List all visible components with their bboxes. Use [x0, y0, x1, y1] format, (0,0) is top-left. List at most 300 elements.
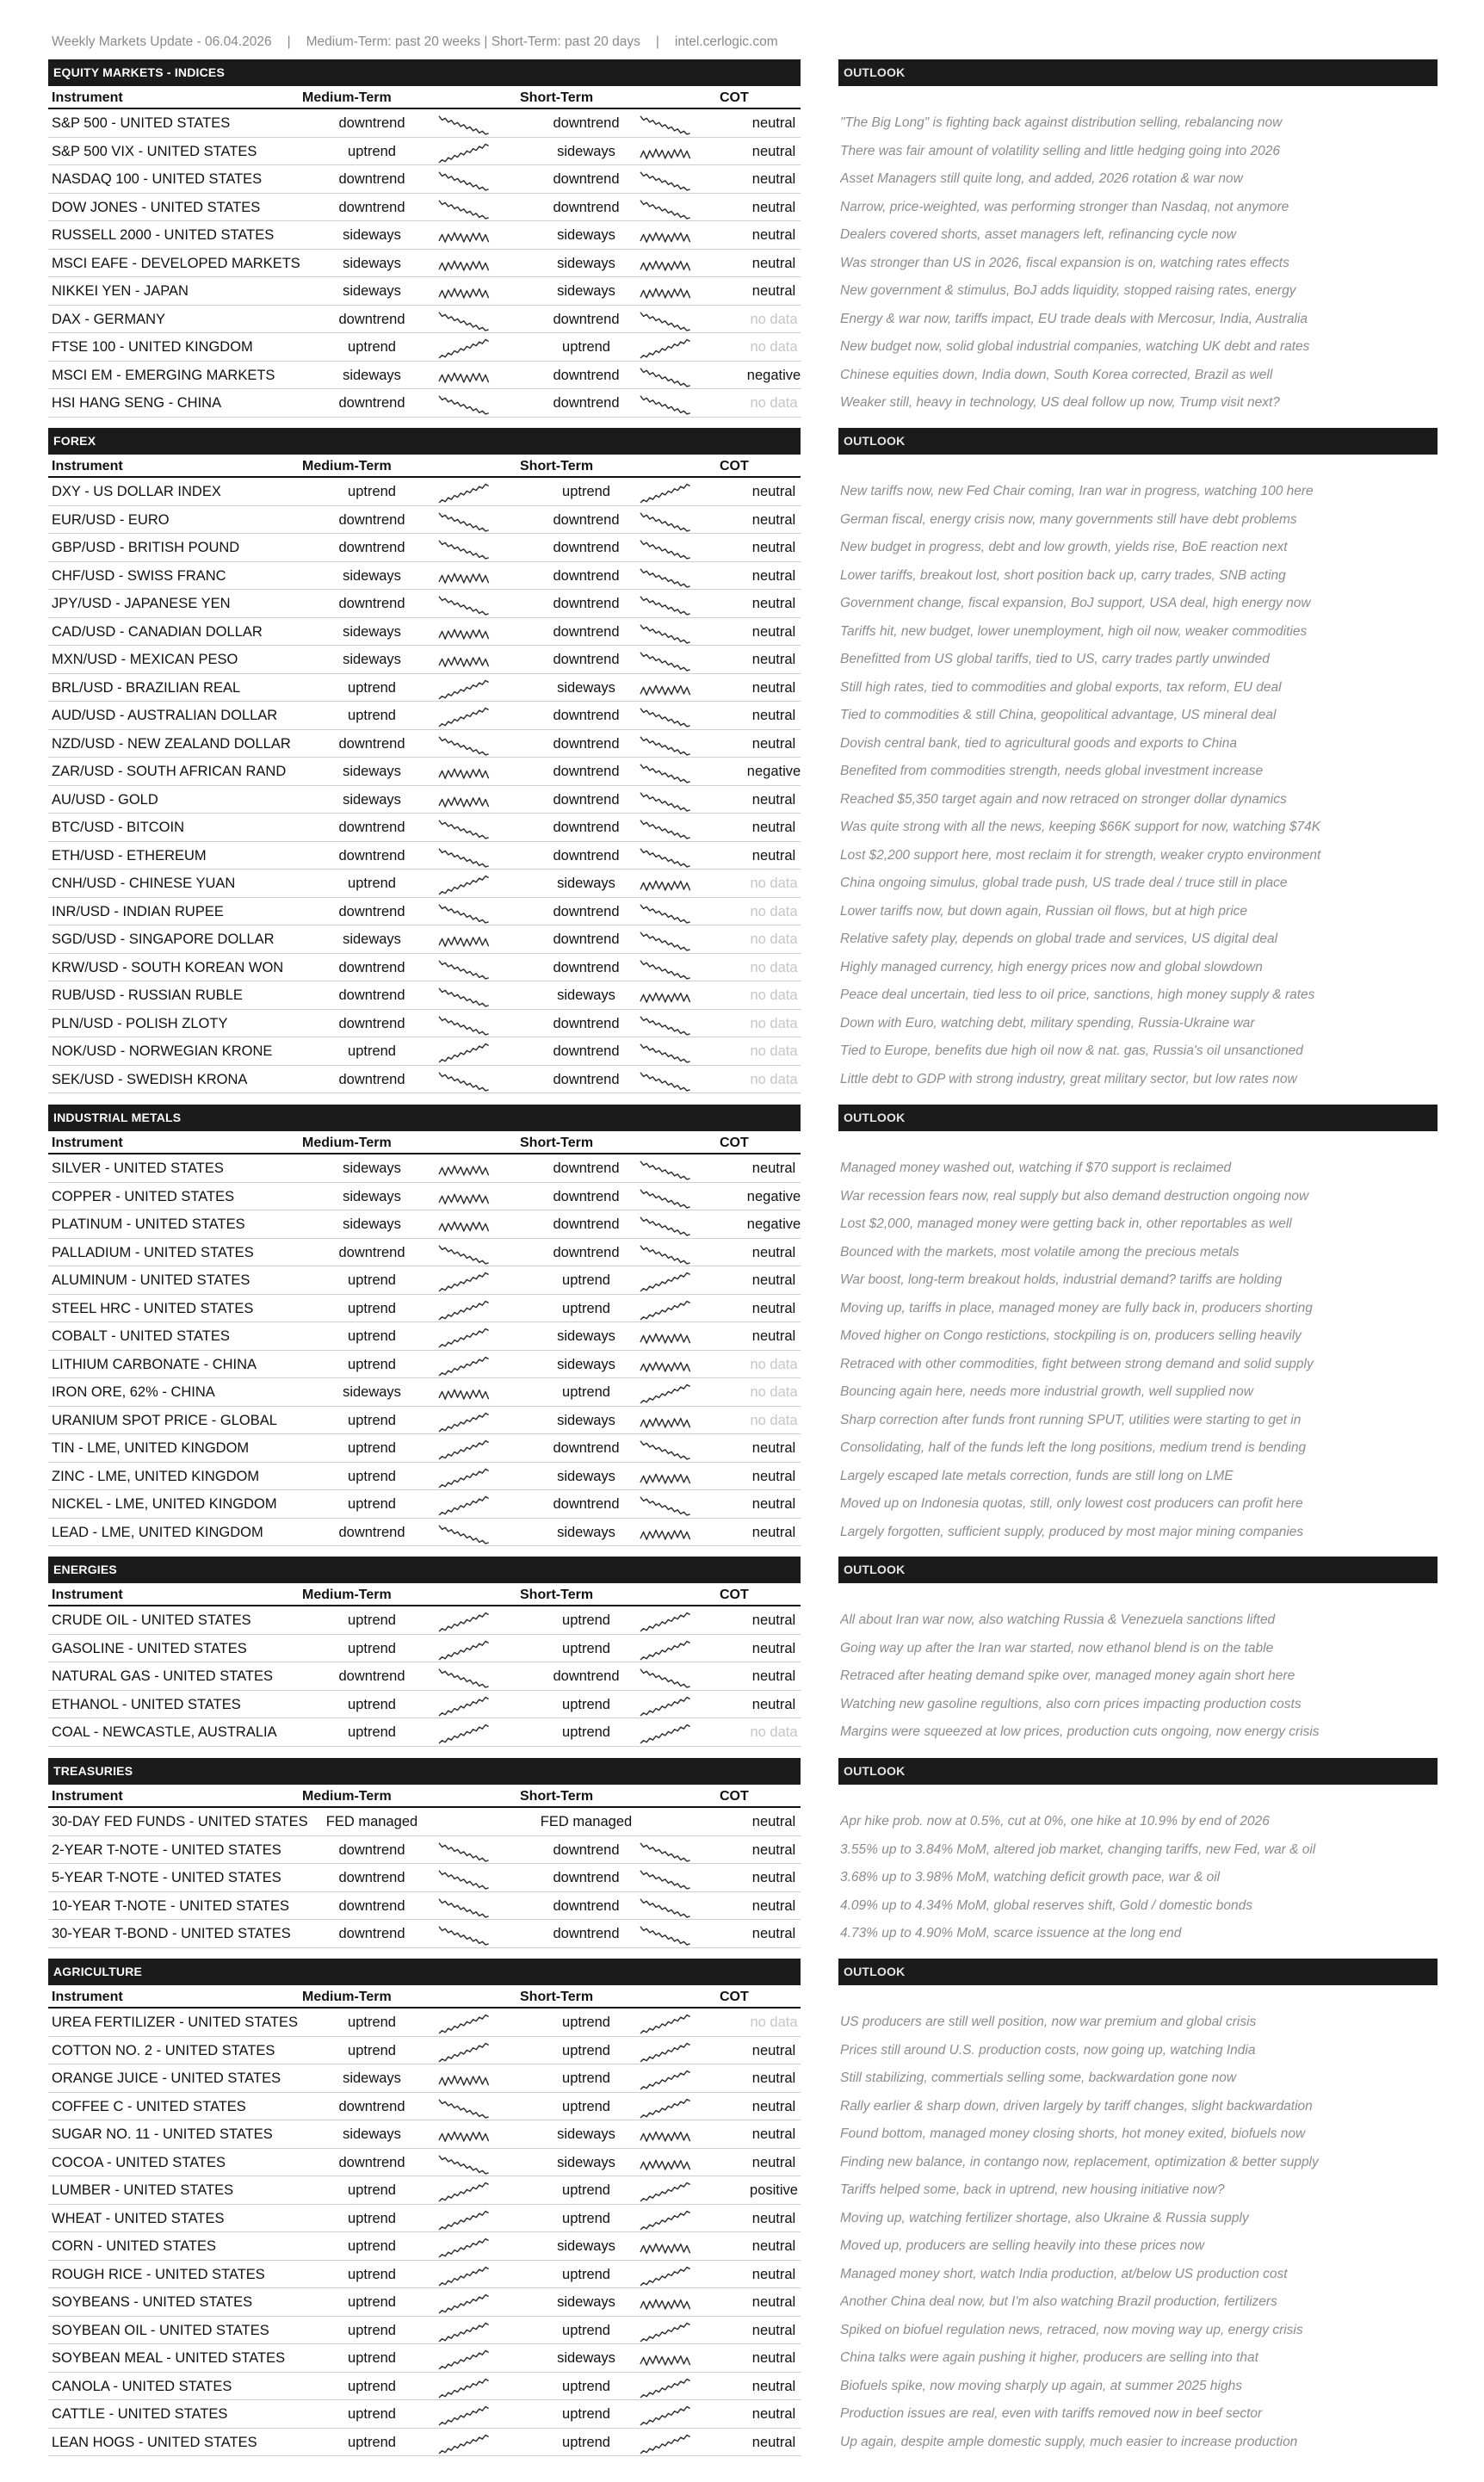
short-term-trend: uptrend — [562, 2098, 610, 2114]
short-term-sparkline-icon — [639, 874, 694, 896]
column-short-term: Short-Term — [520, 90, 594, 105]
sparkline-path — [439, 2323, 489, 2342]
medium-term-sparkline-icon — [437, 366, 492, 388]
instrument-name: COCOA - UNITED STATES — [52, 2154, 226, 2170]
sparkline-path — [640, 848, 690, 866]
table-row — [48, 2176, 1438, 2205]
instrument-name: CHF/USD - SWISS FRANC — [52, 567, 226, 584]
short-term-sparkline-icon — [639, 2293, 694, 2315]
sparkline-path — [439, 1725, 489, 1744]
outlook-text: Dealers covered shorts, asset managers left, refinancing cycle now — [840, 227, 1237, 242]
medium-term-trend: sideways — [343, 255, 401, 271]
short-term-trend: downtrend — [553, 1440, 620, 1456]
cot-status: neutral — [751, 1496, 796, 1512]
medium-term-sparkline-icon — [437, 622, 492, 645]
table-row — [48, 2037, 1438, 2065]
sparkline-path — [640, 1725, 690, 1744]
column-short-term: Short-Term — [520, 459, 594, 473]
sparkline-path — [640, 261, 690, 270]
outlook-text: Lower tariffs, breakout lost, short position back up, carry trades, SNB acting — [840, 567, 1286, 583]
cot-status: no data — [750, 903, 798, 919]
sparkline-path — [439, 597, 489, 615]
medium-term-sparkline-icon — [437, 2041, 492, 2064]
table-row — [48, 2317, 1438, 2345]
medium-term-sparkline-icon — [437, 282, 492, 304]
medium-term-sparkline-icon — [437, 254, 492, 276]
section-title: EQUITY MARKETS - INDICES — [48, 59, 801, 86]
outlook-text: Weaker still, heavy in technology, US deal follow up now, Trump visit next? — [840, 395, 1280, 410]
short-term-sparkline-icon — [639, 482, 694, 504]
medium-term-trend: sideways — [343, 932, 401, 947]
sparkline-path — [640, 1497, 690, 1515]
sparkline-path — [439, 541, 489, 559]
sparkline-path — [640, 1641, 690, 1660]
outlook-text: Highly managed currency, high energy prices now and global slowdown — [840, 959, 1263, 975]
instrument-name: CRUDE OIL - UNITED STATES — [52, 1612, 251, 1628]
short-term-sparkline-icon — [639, 1159, 694, 1181]
sparkline-path — [439, 2295, 489, 2314]
cot-status: neutral — [751, 1668, 796, 1684]
outlook-text: Finding new balance, in contango now, replacement, optimization & better supply — [840, 2154, 1319, 2169]
cot-status: neutral — [751, 679, 796, 696]
short-term-sparkline-icon — [639, 2097, 694, 2120]
medium-term-sparkline-icon — [437, 226, 492, 248]
instrument-name: LEAD - LME, UNITED KINGDOM — [52, 1524, 263, 1540]
short-term-sparkline-icon — [639, 2321, 694, 2343]
outlook-header: OUTLOOK — [838, 1959, 1438, 1985]
outlook-text: War recession fears now, real supply but also demand destruction ongoing now — [840, 1188, 1309, 1204]
medium-term-sparkline-icon — [437, 538, 492, 560]
table-row — [48, 1920, 1438, 1948]
sparkline-path — [640, 485, 690, 504]
table-row — [48, 1351, 1438, 1379]
cot-status: neutral — [751, 143, 796, 159]
instrument-name: S&P 500 - UNITED STATES — [52, 115, 231, 131]
table-row — [48, 506, 1438, 535]
sparkline-path — [640, 288, 690, 298]
medium-term-sparkline-icon — [437, 1495, 492, 1517]
medium-term-sparkline-icon — [437, 1383, 492, 1405]
sparkline-path — [640, 1418, 690, 1427]
outlook-text: Going way up after the Iran war started, now ethanol blend is on the table — [840, 1640, 1274, 1656]
sparkline-path — [640, 2099, 690, 2118]
medium-term-sparkline-icon — [437, 1467, 492, 1489]
table-row — [48, 2373, 1438, 2401]
short-term-trend: sideways — [557, 876, 615, 891]
sparkline-path — [640, 2043, 690, 2062]
sparkline-path — [439, 1194, 489, 1204]
short-term-trend: downtrend — [553, 171, 620, 187]
sparkline-path — [640, 149, 690, 158]
table-row — [48, 165, 1438, 194]
instrument-name: NIKKEI YEN - JAPAN — [52, 283, 189, 299]
instrument-name: BTC/USD - BITCOIN — [52, 820, 185, 835]
medium-term-sparkline-icon — [437, 2293, 492, 2315]
instrument-name: DOW JONES - UNITED STATES — [52, 199, 261, 215]
sparkline-path — [439, 485, 489, 504]
medium-term-trend: sideways — [343, 1188, 401, 1204]
column-medium-term: Medium-Term — [302, 459, 392, 473]
sparkline-path — [439, 904, 489, 922]
medium-term-trend: uptrend — [348, 1640, 396, 1656]
outlook-text: Tariffs helped some, back in uptrend, new housing initiative now? — [840, 2182, 1225, 2197]
sparkline-path — [640, 541, 690, 559]
table-row — [48, 1892, 1438, 1921]
cot-status: neutral — [751, 735, 796, 752]
sparkline-path — [439, 2076, 489, 2085]
short-term-trend: sideways — [557, 987, 615, 1003]
short-term-sparkline-icon — [639, 2265, 694, 2287]
column-instrument: Instrument — [52, 459, 123, 473]
sparkline-path — [640, 709, 690, 727]
cot-status: neutral — [751, 567, 796, 584]
medium-term-sparkline-icon — [437, 594, 492, 616]
instrument-name: MSCI EM - EMERGING MARKETS — [52, 367, 275, 383]
short-term-sparkline-icon — [639, 538, 694, 560]
instrument-name: SILVER - UNITED STATES — [52, 1161, 224, 1176]
cot-status: neutral — [751, 283, 796, 299]
table-row — [48, 646, 1438, 674]
short-term-sparkline-icon — [639, 1897, 694, 1919]
short-term-trend: sideways — [557, 2126, 615, 2142]
outlook-text: Watching new gasoline regultions, also corn prices impacting production costs — [840, 1696, 1302, 1711]
short-term-sparkline-icon — [639, 2209, 694, 2231]
column-cot: COT — [720, 1990, 749, 2004]
medium-term-sparkline-icon — [437, 1667, 492, 1689]
short-term-sparkline-icon — [639, 2181, 694, 2203]
sparkline-path — [640, 2407, 690, 2426]
sparkline-path — [439, 2211, 489, 2230]
cot-status: neutral — [751, 2126, 796, 2142]
short-term-trend: downtrend — [553, 1188, 620, 1204]
outlook-header: OUTLOOK — [838, 1557, 1438, 1583]
instrument-name: BRL/USD - BRAZILIAN REAL — [52, 679, 241, 696]
instrument-name: NOK/USD - NORWEGIAN KRONE — [52, 1043, 273, 1059]
sparkline-path — [640, 2379, 690, 2398]
cot-status: neutral — [751, 1468, 796, 1484]
cot-status: no data — [750, 1356, 798, 1372]
instrument-name: COAL - NEWCASTLE, AUSTRALIA — [52, 1724, 277, 1740]
sparkline-path — [439, 1357, 489, 1376]
short-term-trend: downtrend — [553, 540, 620, 555]
sparkline-path — [439, 2379, 489, 2398]
cot-status: neutral — [751, 2238, 796, 2254]
sparkline-path — [439, 2183, 489, 2202]
outlook-text: German fiscal, energy crisis now, many governments still have debt problems — [840, 511, 1297, 527]
sparkline-path — [439, 200, 489, 218]
short-term-trend: sideways — [557, 1328, 615, 1344]
sparkline-path — [439, 2132, 489, 2141]
short-term-trend: downtrend — [553, 1071, 620, 1087]
medium-term-trend: uptrend — [348, 1356, 396, 1372]
table-row — [48, 2149, 1438, 2177]
cot-status: neutral — [751, 1814, 796, 1829]
medium-term-trend: downtrend — [338, 903, 405, 919]
column-cot: COT — [720, 1789, 749, 1804]
short-term-trend: uptrend — [562, 2042, 610, 2058]
outlook-text: 4.09% up to 4.34% MoM, global reserves shift, Gold / domestic bonds — [840, 1897, 1253, 1913]
column-cot: COT — [720, 90, 749, 105]
medium-term-trend: sideways — [343, 764, 401, 779]
table-row — [48, 1407, 1438, 1435]
outlook-text: Chinese equities down, India down, South Korea corrected, Brazil as well — [840, 367, 1273, 382]
medium-term-trend: downtrend — [338, 847, 405, 863]
medium-term-sparkline-icon — [437, 2181, 492, 2203]
sparkline-path — [439, 629, 489, 639]
table-row — [48, 702, 1438, 730]
short-term-sparkline-icon — [639, 566, 694, 589]
medium-term-sparkline-icon — [437, 986, 492, 1008]
instrument-name: UREA FERTILIZER - UNITED STATES — [52, 2015, 299, 2030]
medium-term-trend: downtrend — [338, 1926, 405, 1941]
short-term-trend: downtrend — [553, 708, 620, 723]
instrument-name: ETH/USD - ETHEREUM — [52, 847, 207, 863]
sparkline-path — [640, 881, 690, 890]
short-term-trend: downtrend — [553, 1043, 620, 1059]
outlook-text: Largely forgotten, sufficient supply, produced by most major mining companies — [840, 1524, 1304, 1539]
medium-term-trend: uptrend — [348, 143, 396, 159]
outlook-text: Lost $2,000, managed money were getting back in, other reportables as well — [840, 1216, 1292, 1231]
medium-term-trend: sideways — [343, 2070, 401, 2086]
outlook-text: Biofuels spike, now moving sharply up again, at summer 2025 highs — [840, 2378, 1242, 2393]
medium-term-sparkline-icon — [437, 2405, 492, 2427]
column-medium-term: Medium-Term — [302, 1990, 392, 2004]
table-row — [48, 562, 1438, 591]
outlook-text: China talks were again pushing it higher, producers are selling into that — [840, 2350, 1258, 2365]
medium-term-trend: downtrend — [338, 511, 405, 528]
medium-term-trend: uptrend — [348, 2322, 396, 2338]
medium-term-trend: uptrend — [348, 1043, 396, 1059]
outlook-text: Down with Euro, watching debt, military spending, Russia-Ukraine war — [840, 1015, 1255, 1031]
medium-term-trend: uptrend — [348, 2210, 396, 2226]
sparkline-path — [640, 200, 690, 218]
sparkline-path — [640, 1842, 690, 1860]
short-term-sparkline-icon — [639, 310, 694, 332]
short-term-sparkline-icon — [639, 1667, 694, 1689]
sparkline-path — [439, 1222, 489, 1231]
cot-status: neutral — [751, 2294, 796, 2310]
medium-term-sparkline-icon — [437, 874, 492, 896]
cot-status: neutral — [751, 2210, 796, 2226]
table-row — [48, 1322, 1438, 1351]
short-term-trend: downtrend — [553, 596, 620, 611]
cot-status: no data — [750, 311, 798, 327]
cot-status: neutral — [751, 2378, 796, 2394]
short-term-trend: uptrend — [562, 2434, 610, 2450]
medium-term-sparkline-icon — [437, 566, 492, 589]
sparkline-path — [439, 988, 489, 1006]
medium-term-sparkline-icon — [437, 2433, 492, 2455]
medium-term-trend: sideways — [343, 2126, 401, 2142]
instrument-name: NZD/USD - NEW ZEALAND DOLLAR — [52, 735, 291, 752]
sparkline-path — [640, 904, 690, 922]
short-term-sparkline-icon — [639, 1070, 694, 1092]
column-instrument: Instrument — [52, 1588, 123, 1602]
outlook-text: Up again, despite ample domestic supply, much easier to increase production — [840, 2434, 1298, 2449]
short-term-trend: sideways — [557, 2350, 615, 2366]
short-term-sparkline-icon — [639, 114, 694, 136]
sparkline-path — [439, 288, 489, 298]
short-term-sparkline-icon — [639, 1467, 694, 1489]
section-title: TREASURIES — [48, 1758, 801, 1785]
section-equity-markets-indices — [0, 59, 1484, 421]
short-term-trend: uptrend — [562, 2210, 610, 2226]
instrument-name: DXY - US DOLLAR INDEX — [52, 484, 221, 499]
short-term-trend: downtrend — [553, 199, 620, 215]
medium-term-trend: downtrend — [338, 959, 405, 975]
instrument-name: SOYBEAN MEAL - UNITED STATES — [52, 2350, 286, 2366]
outlook-text: All about Iran war now, also watching Russia & Venezuela sanctions lifted — [840, 1612, 1276, 1627]
sparkline-path — [640, 932, 690, 950]
medium-term-sparkline-icon — [437, 2321, 492, 2343]
table-row — [48, 1519, 1438, 1547]
table-row — [48, 2288, 1438, 2317]
sparkline-path — [439, 1927, 489, 1945]
outlook-text: New government & stimulus, BoJ adds liquidity, stopped raising rates, energy — [840, 283, 1296, 298]
instrument-name: COTTON NO. 2 - UNITED STATES — [52, 2042, 275, 2058]
sparkline-path — [439, 573, 489, 583]
instrument-name: DAX - GERMANY — [52, 311, 166, 327]
cot-status: no data — [750, 1384, 798, 1400]
sparkline-path — [640, 172, 690, 190]
medium-term-trend: uptrend — [348, 2434, 396, 2450]
instrument-name: WHEAT - UNITED STATES — [52, 2210, 225, 2226]
medium-term-trend: sideways — [343, 1384, 401, 1400]
medium-term-trend: sideways — [343, 567, 401, 584]
outlook-text: Moved up on Indonesia quotas, still, only lowest cost producers can profit here — [840, 1496, 1303, 1511]
sparkline-path — [640, 1871, 690, 1889]
column-headers — [48, 1131, 801, 1154]
cot-status: neutral — [751, 1696, 796, 1712]
short-term-sparkline-icon — [639, 902, 694, 925]
sparkline-path — [640, 512, 690, 530]
short-term-sparkline-icon — [639, 2069, 694, 2091]
cot-status: neutral — [751, 1440, 796, 1456]
medium-term-sparkline-icon — [437, 170, 492, 192]
sparkline-path — [640, 1927, 690, 1945]
short-term-sparkline-icon — [639, 337, 694, 360]
medium-term-trend: uptrend — [348, 1440, 396, 1456]
short-term-sparkline-icon — [639, 650, 694, 672]
outlook-text: Benefitted from US global tariffs, tied to US, carry trades partly unwinded — [840, 652, 1270, 666]
table-row — [48, 2205, 1438, 2233]
sparkline-path — [439, 2267, 489, 2286]
cot-status: neutral — [751, 2070, 796, 2086]
short-term-sparkline-icon — [639, 1695, 694, 1718]
instrument-name: 5-YEAR T-NOTE - UNITED STATES — [52, 1870, 281, 1885]
sparkline-path — [640, 116, 690, 134]
outlook-text: Relative safety play, depends on global trade and services, US digital deal — [840, 932, 1278, 946]
short-term-trend: sideways — [557, 227, 615, 243]
medium-term-trend: uptrend — [348, 2182, 396, 2198]
instrument-name: S&P 500 VIX - UNITED STATES — [52, 143, 257, 159]
report-site-link[interactable]: intel.cerlogic.com — [674, 34, 778, 49]
medium-term-sparkline-icon — [437, 1042, 492, 1064]
instrument-name: AU/USD - GOLD — [52, 791, 158, 808]
cot-status: neutral — [751, 2434, 796, 2450]
short-term-trend: uptrend — [562, 2322, 610, 2338]
sparkline-path — [640, 736, 690, 754]
outlook-text: 4.73% up to 4.90% MoM, scarce issuence at the long end — [840, 1926, 1182, 1940]
table-row — [48, 814, 1438, 842]
table-row — [48, 138, 1438, 166]
short-term-trend: downtrend — [553, 1015, 620, 1031]
sparkline-path — [439, 820, 489, 839]
sparkline-path — [640, 993, 690, 1002]
table-row — [48, 786, 1438, 814]
table-row — [48, 1266, 1438, 1295]
cot-status: no data — [750, 1043, 798, 1059]
medium-term-sparkline-icon — [437, 1299, 492, 1321]
outlook-text: Managed money short, watch India production, at/below US production cost — [840, 2266, 1288, 2281]
instrument-name: URANIUM SPOT PRICE - GLOBAL — [52, 1412, 277, 1428]
short-term-trend: sideways — [557, 1356, 615, 1372]
medium-term-sparkline-icon — [437, 337, 492, 360]
table-row — [48, 2120, 1438, 2149]
instrument-name: 30-DAY FED FUNDS - UNITED STATES — [52, 1814, 308, 1829]
short-term-trend: uptrend — [562, 1384, 610, 1400]
short-term-sparkline-icon — [639, 2349, 694, 2371]
table-row — [48, 2344, 1438, 2373]
sparkline-path — [439, 1898, 489, 1916]
medium-term-trend: sideways — [343, 623, 401, 640]
sparkline-path — [640, 820, 690, 839]
sparkline-path — [640, 1072, 690, 1090]
instrument-name: SUGAR NO. 11 - UNITED STATES — [52, 2126, 273, 2142]
table-row — [48, 1154, 1438, 1183]
medium-term-trend: downtrend — [338, 171, 405, 187]
medium-term-trend: downtrend — [338, 2098, 405, 2114]
short-term-trend: downtrend — [553, 311, 620, 327]
instrument-name: NASDAQ 100 - UNITED STATES — [52, 171, 263, 187]
short-term-trend: downtrend — [553, 959, 620, 975]
short-term-trend: uptrend — [562, 484, 610, 499]
medium-term-trend: downtrend — [338, 1015, 405, 1031]
sparkline-path — [640, 1441, 690, 1459]
cot-status: no data — [750, 959, 798, 975]
short-term-trend: uptrend — [562, 1300, 610, 1316]
short-term-sparkline-icon — [639, 930, 694, 952]
short-term-sparkline-icon — [639, 1271, 694, 1293]
sparkline-path — [439, 144, 489, 163]
sparkline-path — [439, 736, 489, 754]
instrument-name: HSI HANG SENG - CHINA — [52, 395, 222, 411]
cot-status: neutral — [751, 1300, 796, 1316]
sparkline-path — [439, 960, 489, 978]
instrument-name: 2-YEAR T-NOTE - UNITED STATES — [52, 1841, 281, 1858]
cot-status: neutral — [751, 1524, 796, 1540]
medium-term-sparkline-icon — [437, 1841, 492, 1863]
instrument-name: CORN - UNITED STATES — [52, 2238, 216, 2254]
medium-term-trend: downtrend — [338, 540, 405, 555]
short-term-sparkline-icon — [639, 1299, 694, 1321]
outlook-text: Tariffs hit, new budget, lower unemployment, high oil now, weaker commodities — [840, 623, 1308, 639]
table-row — [48, 1066, 1438, 1094]
cot-status: no data — [750, 339, 798, 355]
cot-status: no data — [750, 1015, 798, 1031]
short-term-sparkline-icon — [639, 198, 694, 220]
instrument-name: SEK/USD - SWEDISH KRONA — [52, 1071, 248, 1087]
medium-term-sparkline-icon — [437, 2377, 492, 2399]
outlook-header: OUTLOOK — [838, 1758, 1438, 1785]
short-term-trend: uptrend — [562, 2070, 610, 2086]
table-row — [48, 925, 1438, 954]
medium-term-sparkline-icon — [437, 2125, 492, 2147]
cot-status: negative — [746, 1216, 801, 1232]
instrument-name: 10-YEAR T-NOTE - UNITED STATES — [52, 1897, 289, 1914]
sparkline-path — [640, 2132, 690, 2141]
outlook-text: Sharp correction after funds front running SPUT, utilities were starting to get in — [840, 1412, 1302, 1427]
